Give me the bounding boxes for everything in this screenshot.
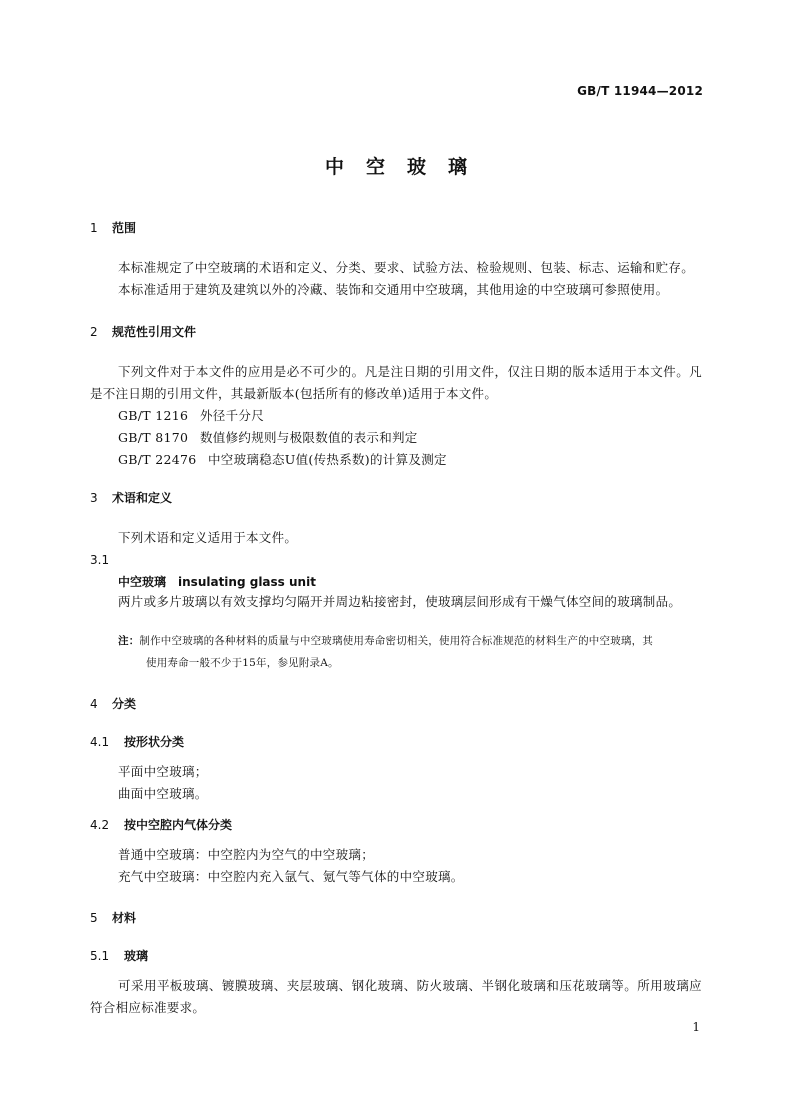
reference-item [118, 427, 418, 449]
subsection-number: 5.1 [90, 949, 110, 963]
term-entry [118, 573, 316, 590]
list-item: 普通中空玻璃：中空腔内为空气的中空玻璃； [118, 847, 375, 862]
reference-item [118, 449, 447, 471]
paragraph: 可采用平板玻璃、镀膜玻璃、夹层玻璃、钢化玻璃、防火玻璃、半钢化玻璃和压花玻璃等。所用玻璃应符合相应标准要求。 [90, 978, 702, 1015]
reference-item [118, 405, 264, 427]
section-3-heading [90, 489, 172, 506]
subsection-title: 玻璃 [124, 949, 149, 963]
section-title: 分类 [112, 697, 137, 711]
reference-title: 数值修约规则与极限数值的表示和判定 [200, 430, 418, 445]
section-title: 术语和定义 [112, 491, 173, 505]
section-number: 2 [90, 325, 98, 339]
section-number: 3 [90, 491, 98, 505]
term-english: insulating glass unit [178, 575, 316, 589]
section-1-heading [90, 219, 136, 236]
section-2-heading [90, 323, 196, 340]
section-number: 5 [90, 911, 98, 925]
term-chinese: 中空玻璃 [118, 575, 167, 589]
list-item: 充气中空玻璃：中空腔内充入氩气、氪气等气体的中空玻璃。 [118, 869, 464, 884]
page-number: 1 [692, 1020, 700, 1034]
section-5-heading [90, 909, 136, 926]
reference-code: GB/T 1216 [118, 408, 189, 423]
subsection-4-1-heading [90, 733, 184, 750]
subsection-4-2-heading [90, 816, 232, 833]
reference-code: GB/T 22476 [118, 452, 197, 467]
section-title: 规范性引用文件 [112, 325, 197, 339]
subsection-number: 4.1 [90, 735, 110, 749]
list-item: 平面中空玻璃； [118, 764, 208, 779]
subsection-title: 按中空腔内气体分类 [124, 818, 233, 832]
section-number: 4 [90, 697, 98, 711]
term-definition: 两片或多片玻璃以有效支撑均匀隔开并周边粘接密封，使玻璃层间形成有干燥气体空间的玻璃制品。 [118, 594, 682, 609]
paragraph: 下列术语和定义适用于本文件。 [118, 530, 298, 545]
reference-title: 外径千分尺 [200, 408, 265, 423]
paragraph: 下列文件对于本文件的应用是必不可少的。凡是注日期的引用文件，仅注日期的版本适用于本文件。凡是不注日期的引用文件，其最新版本(包括所有的修改单)适用于本文件。 [90, 364, 702, 401]
section-title: 范围 [112, 221, 137, 235]
subsection-title: 按形状分类 [124, 735, 185, 749]
document-title: 中空玻璃 [324, 156, 489, 178]
standard-code: GB/T 11944—2012 [577, 84, 703, 98]
note-label: 注： [118, 635, 140, 647]
subsection-number: 4.2 [90, 818, 110, 832]
section-4-heading [90, 695, 136, 712]
note [118, 630, 703, 674]
reference-title: 中空玻璃稳态U值(传热系数)的计算及测定 [208, 452, 447, 467]
paragraph: 本标准适用于建筑及建筑以外的冷藏、装饰和交通用中空玻璃，其他用途的中空玻璃可参照使用。 [118, 282, 669, 297]
section-number: 1 [90, 221, 98, 235]
list-item: 曲面中空玻璃。 [118, 786, 208, 801]
section-title: 材料 [112, 911, 137, 925]
clause-number: 3.1 [90, 553, 110, 567]
paragraph: 本标准规定了中空玻璃的术语和定义、分类、要求、试验方法、检验规则、包装、标志、运输和贮存。 [118, 260, 695, 275]
note-text: 制作中空玻璃的各种材料的质量与中空玻璃使用寿命密切相关，使用符合标准规范的材料生产的中空玻璃，其 [139, 635, 654, 647]
note-text-continued: 使用寿命一般不少于15年，参见附录A。 [146, 657, 339, 669]
subsection-5-1-heading [90, 947, 148, 964]
reference-code: GB/T 8170 [118, 430, 189, 445]
